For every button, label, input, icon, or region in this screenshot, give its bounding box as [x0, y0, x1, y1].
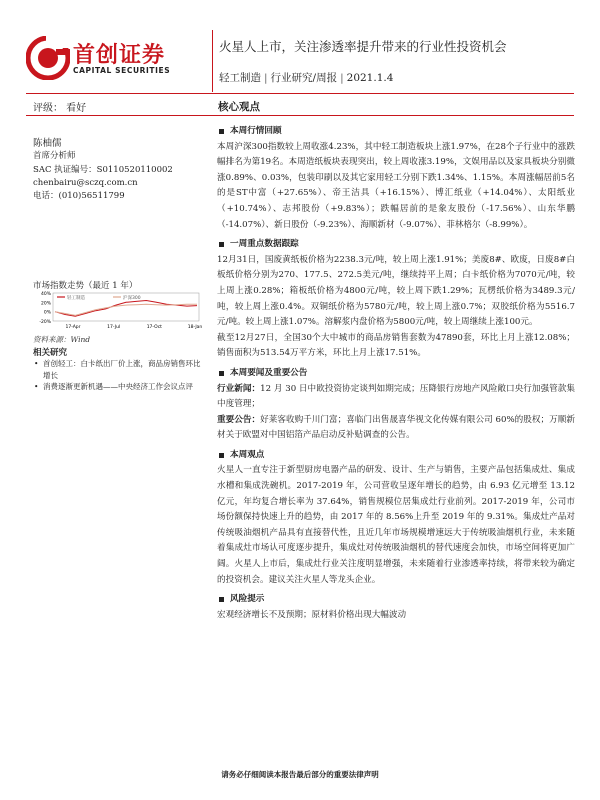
company-logo-icon [26, 36, 70, 80]
report-body [217, 120, 575, 623]
core-view-heading: 核心观点 [218, 101, 260, 113]
y-tick-label: -20% [39, 320, 51, 325]
section-heading-market-review: 本周行情回顾 [217, 124, 575, 140]
market-review-text: 本周沪深300指数较上周收涨4.23%，其中轻工制造板块上涨1.97%，在28个子行业中的涨跌幅排名为第19名。本周造纸板块表现突出，较上周收涨3.19%，文娱用品以及家具板块分别微涨0.89%、0.03%，包装印刷以及其它家用轻工分别下跌1.34%、1.15%。本周涨幅居前5名的是ST中富（+27.65%）、帝王洁具（+16.15%）、博汇纸业（+14.04%）、太阳纸业（+10.74%）、志邦股份（+9.83%）；跌幅居前的是象友股份（-17.56%）、山东华鹏（-14.07%）、新日股份（-9.23%）、海顺新材（-9.07%）、菲林格尔（-8.99%）。 [217, 141, 575, 230]
rating: 评级： 看好 [33, 103, 87, 114]
section-heading-data-tracking: 一周重点数据跟踪 [217, 237, 575, 253]
chart-title: 市场指数走势（最近 1 年） [33, 281, 138, 291]
company-logo [26, 36, 194, 86]
legend-label: 沪深300 [123, 296, 141, 301]
analyst-sac: SAC 执证编号：S0110520110002 [33, 164, 173, 175]
housing-sales-text: 截至12月27日，全国30个大中城市的商品房销售套数为47890套，环比上月上涨12.08%；销售面积为513.54万平方米，环比上月上涨17.51%。 [217, 332, 575, 359]
analyst-phone: 电话：(010)56511799 [33, 191, 125, 202]
index-trend-chart [33, 291, 203, 331]
announcements-label: 重要公告： [217, 414, 261, 425]
header-divider [212, 30, 213, 92]
analyst-title: 首席分析师 [33, 151, 76, 162]
related-item[interactable]: • 消费逐渐更新机遇——中央经济工作会议点评 [33, 381, 205, 393]
section-heading-view: 本周观点 [217, 448, 575, 464]
industry-label: 轻工制造 [219, 72, 261, 84]
related-research-list [33, 358, 205, 393]
legend-label: 轻工制造 [67, 296, 85, 301]
section-heading-risk: 风险提示 [217, 592, 575, 608]
subheader-rule [26, 115, 574, 116]
analyst-email[interactable]: chenbairu@sczq.com.cn [33, 177, 138, 188]
industry-news [217, 382, 575, 413]
report-type: 行业研究/周报 [270, 72, 338, 84]
logo-en-text: CAPITAL SECURITIES [73, 66, 171, 75]
announcements-text: 好莱客收购千川门富；喜临门出售晟喜华视文化传媒有限公司 60%的股权；万顺新材关于欧盟对中国铝箔产品启动反补贴调查的公告。 [217, 414, 575, 441]
analyst-name: 陈柚儒 [33, 138, 62, 149]
series-line [55, 301, 197, 317]
industry-news-label: 行业新闻： [217, 383, 261, 394]
report-title: 火星人上市，关注渗透率提升带来的行业性投资机会 [219, 39, 507, 54]
x-tick-label: 17-Jul [107, 325, 121, 330]
data-tracking-text: 12月31日，国废黄纸板价格为2238.3元/吨，较上周上涨1.91%；美废8#、欧废，日废8#白板纸价格分别为270、177.5、272.5美元/吨，继续持平上周；白卡纸价格为7070元/吨，较上周上涨0.28%；箱板纸价格为4800元/吨，较上周下跌1.29%；瓦楞纸价格为3489.3元/吨，较上周上涨0.4%。双铜纸价格为5780元/吨，较上周上涨0.7%；双胶纸价格为5516.7元/吨。较上周上涨1.07%。溶解浆内盘价格为5800元/吨，较上周继续上涨100元。 [217, 254, 575, 328]
weekly-view-text: 火星人一直专注于新型厨房电器产品的研发、设计、生产与销售，主要产品包括集成灶、集成水槽和集成洗碗机。2017-2019 年，公司营收呈逐年增长的趋势，由 6.93 亿元增至 13.12 亿元，年均复合增长率为 37.64%，销售规模位居集成灶行业前列。2017-2019 年，公司市场份额保持快速上升的趋势，由 2017 年的 8.56%上升至 2019 年的 9.31%。集成灶产品对传统吸油烟机产品具有直接替代性，且近几年市场规模增速远大于传统吸油烟机行业，未来随着集成灶市场认可度逐步提升，集成灶对传统吸油烟机的替代速度会加快，市场空间将更加广阔。火星人上市后，集成灶行业关注度明显增强，未来随着行业渗透率持续，将带来较为确定的投资机会。建议关注火星人等龙头企业。 [217, 465, 575, 585]
x-tick-label: 17-Oct [146, 325, 162, 330]
x-tick-label: 18-Jan [187, 325, 203, 330]
industry-news-text: 12 月 30 日中欧投资协定谈判如期完成；压降银行房地产风险敞口央行加强管款集中度管理； [217, 383, 575, 410]
meta-separator: | [340, 72, 344, 84]
header-rule [26, 93, 574, 94]
legal-footer: 请务必仔细阅读本报告最后部分的重要法律声明 [221, 770, 379, 779]
chart-source: 资料来源：Wind [33, 335, 91, 344]
series-line [55, 304, 197, 315]
x-tick-label: 17-Apr [65, 325, 81, 330]
related-item[interactable]: • 首创轻工：白卡纸出厂价上涨，商品房销售环比增长 [33, 358, 205, 381]
report-meta [219, 70, 393, 85]
analyst-info [33, 137, 203, 203]
meta-separator: | [264, 72, 268, 84]
logo-cn-text: 首创证券 [73, 43, 166, 68]
section-heading-news: 本周要闻及重要公告 [217, 366, 575, 382]
y-tick-label: 40% [40, 292, 51, 297]
report-date: 2021.1.4 [346, 72, 394, 84]
related-research-heading: 相关研究 [33, 348, 68, 358]
risk-text: 宏观经济增长不及预期；原材料价格出现大幅波动 [217, 609, 407, 620]
announcements [217, 413, 575, 444]
y-tick-label: 0% [43, 310, 51, 316]
y-tick-label: 20% [40, 301, 51, 307]
